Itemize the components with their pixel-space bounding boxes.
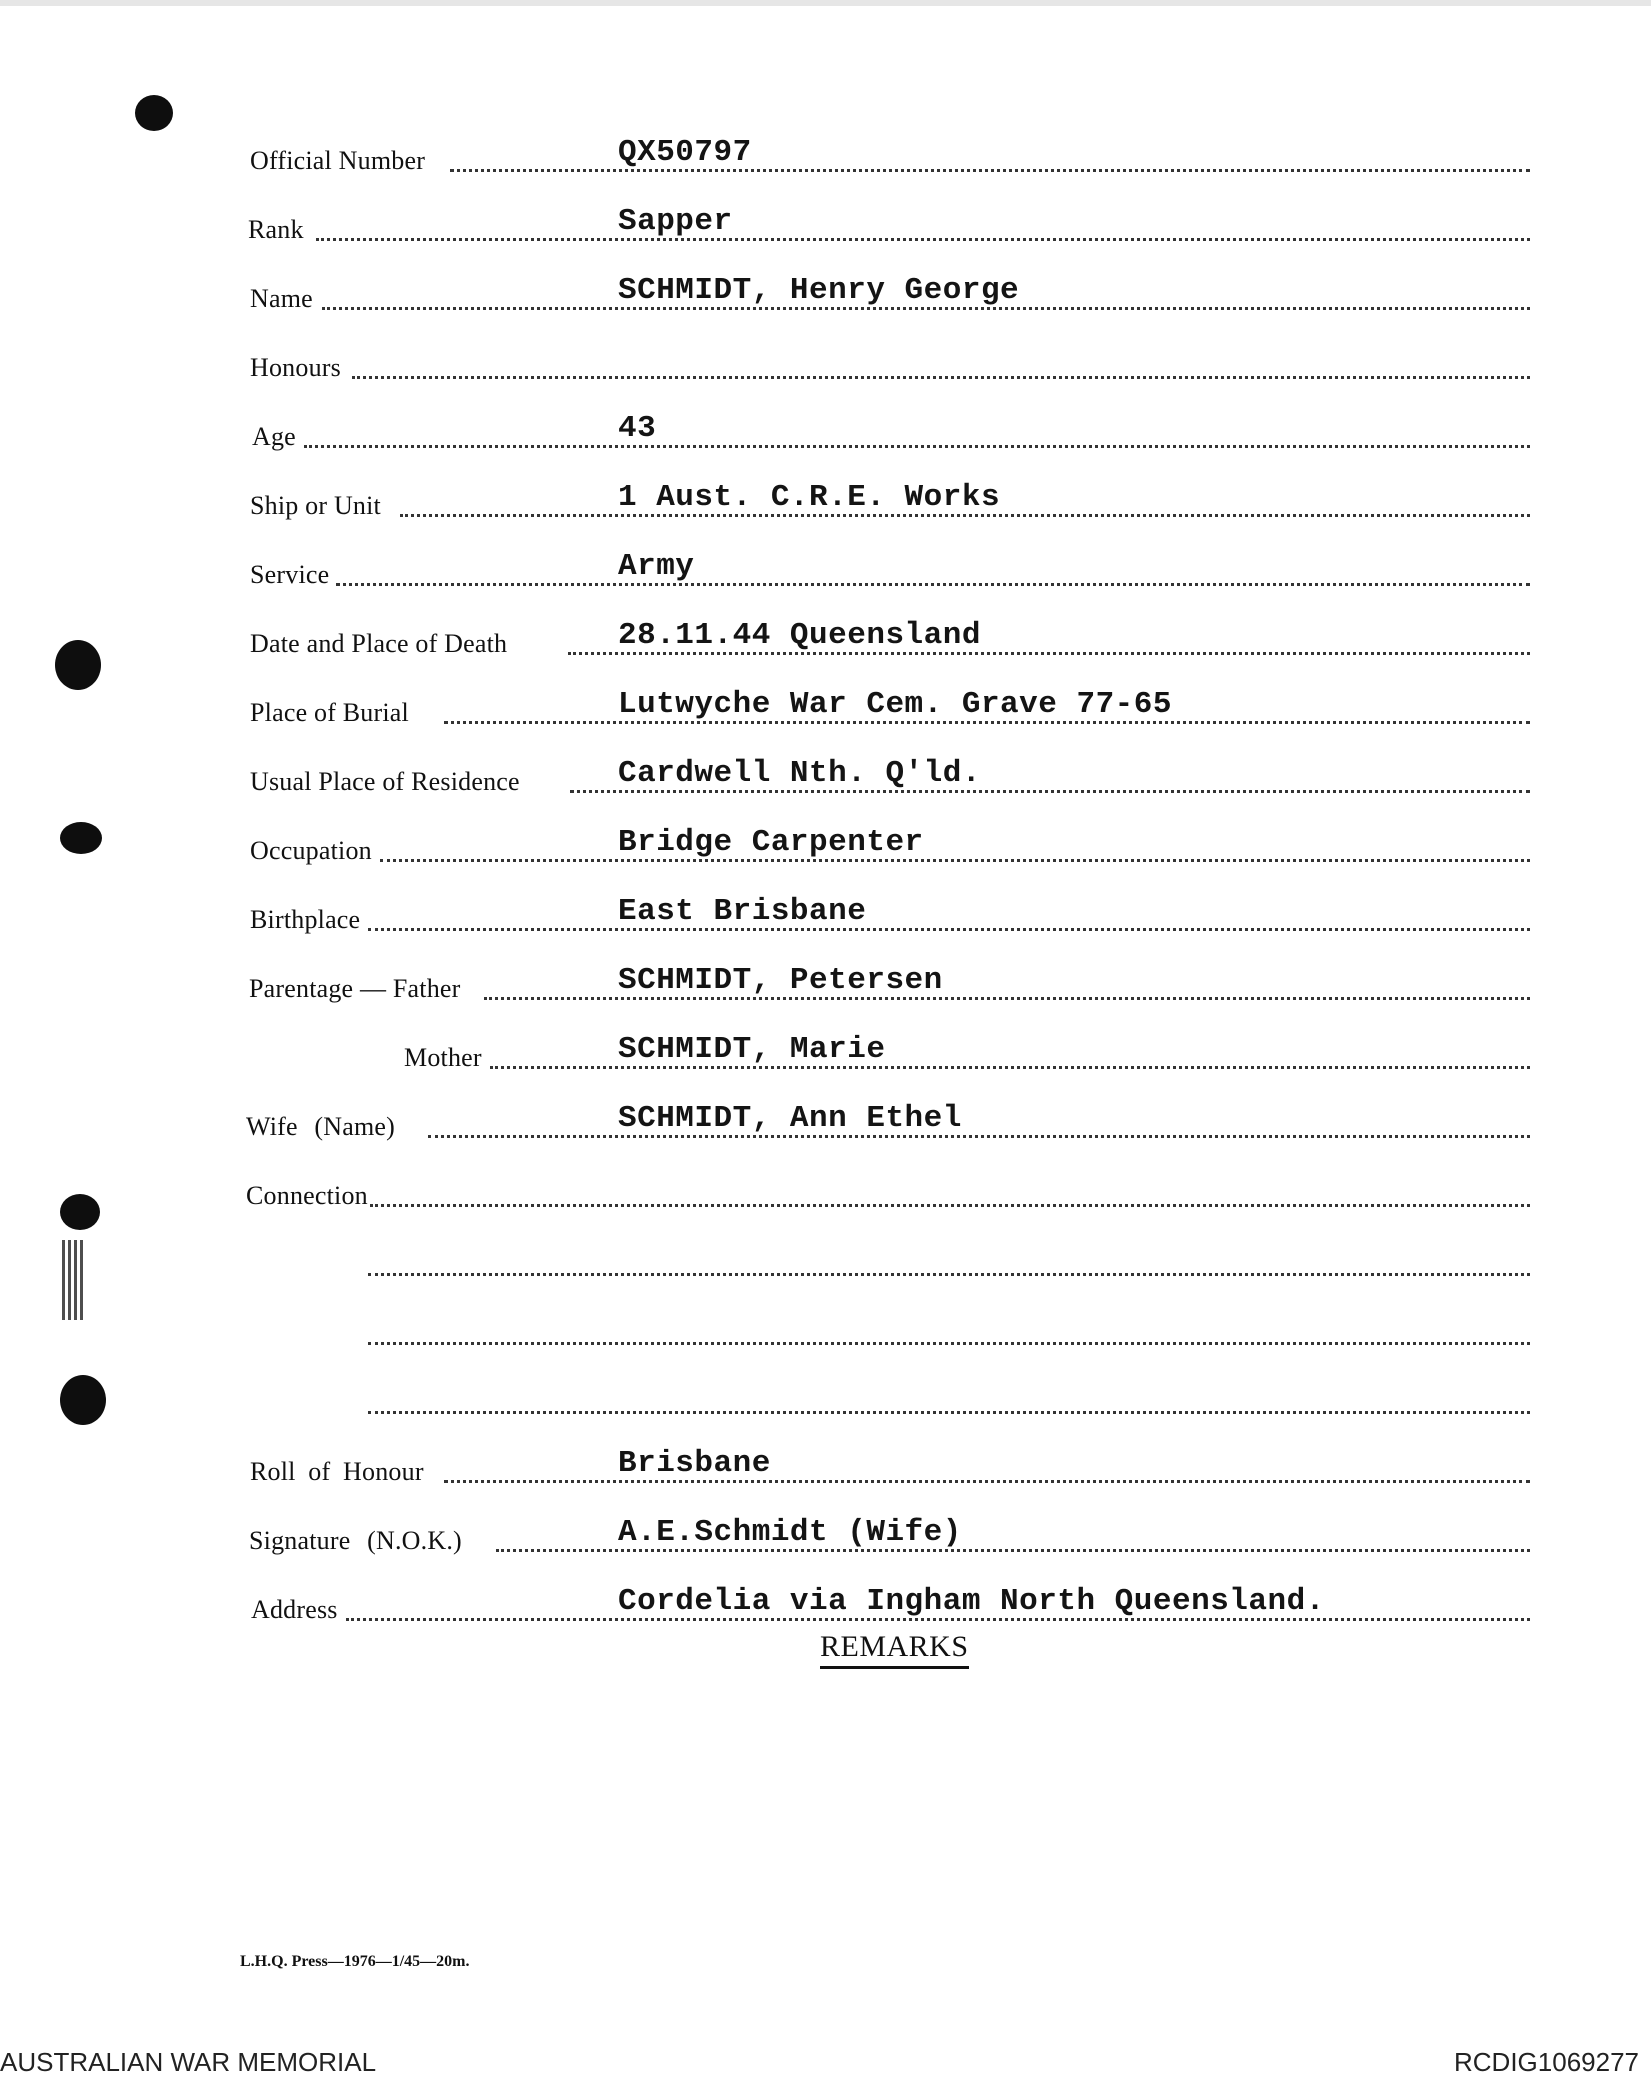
field-value: 1 Aust. C.R.E. Works [618, 480, 1001, 515]
field-label: Date and Place of Death [250, 629, 508, 658]
dotted-leader [444, 1480, 1530, 1483]
field-value: Army [618, 549, 695, 584]
field-value: SCHMIDT, Petersen [618, 963, 943, 998]
field-value: SCHMIDT, Henry George [618, 273, 1020, 308]
field-row-signature [0, 1500, 1651, 1560]
field-value: A.E.Schmidt (Wife) [618, 1515, 962, 1550]
field-label: Wife (Name) [246, 1112, 396, 1141]
field-label: Service [250, 560, 330, 589]
field-row-connection-cont [0, 1362, 1651, 1422]
field-label: Birthplace [250, 905, 361, 934]
field-value: SCHMIDT, Marie [618, 1032, 886, 1067]
field-label: Mother [404, 1043, 482, 1072]
field-value: Lutwyche War Cem. Grave 77-65 [618, 687, 1172, 722]
field-row-name [0, 258, 1651, 318]
field-value: Sapper [618, 204, 733, 239]
field-row-roll-of-honour [0, 1431, 1651, 1491]
field-label: Usual Place of Residence [250, 767, 520, 796]
field-label: Honours [250, 353, 341, 382]
field-row-rank [0, 189, 1651, 249]
field-value: 43 [618, 411, 657, 446]
field-row-birthplace [0, 879, 1651, 939]
field-label: Roll of Honour [250, 1457, 424, 1486]
dotted-leader [370, 1204, 1530, 1207]
field-label: Rank [248, 215, 304, 244]
field-row-service [0, 534, 1651, 594]
field-label: Occupation [250, 836, 372, 865]
field-row-official-number [0, 120, 1651, 180]
field-value: Cordelia via Ingham North Queensland. [618, 1584, 1325, 1619]
remarks-heading: REMARKS [820, 1630, 969, 1669]
field-value: 28.11.44 Queensland [618, 618, 981, 653]
field-label: Official Number [250, 146, 426, 175]
footer-left: AUSTRALIAN WAR MEMORIAL [0, 2047, 377, 2077]
field-row-usual-residence [0, 741, 1651, 801]
dotted-leader [352, 376, 1530, 379]
field-value: SCHMIDT, Ann Ethel [618, 1101, 962, 1136]
dotted-leader [304, 445, 1530, 448]
field-value: Bridge Carpenter [618, 825, 924, 860]
scan-edge [0, 0, 1651, 6]
field-label: Signature (N.O.K.) [249, 1526, 462, 1555]
dotted-leader [368, 928, 1530, 931]
dotted-leader [368, 1273, 1530, 1276]
dotted-leader [428, 1135, 1530, 1138]
field-label: Name [250, 284, 313, 313]
field-row-date-place-death [0, 603, 1651, 663]
dotted-leader [368, 1342, 1530, 1345]
field-value: East Brisbane [618, 894, 867, 929]
field-value: QX50797 [618, 135, 752, 170]
field-row-connection-cont [0, 1224, 1651, 1284]
field-row-connection [0, 1155, 1651, 1215]
field-row-connection-cont [0, 1293, 1651, 1353]
field-row-address [0, 1569, 1651, 1629]
field-value: Cardwell Nth. Q'ld. [618, 756, 981, 791]
dotted-leader [368, 1411, 1530, 1414]
field-row-place-of-burial [0, 672, 1651, 732]
field-label: Connection [246, 1181, 368, 1210]
field-row-wife [0, 1086, 1651, 1146]
field-value: Brisbane [618, 1446, 771, 1481]
print-line: L.H.Q. Press—1976—1/45—20m. [240, 1953, 470, 1970]
field-label: Ship or Unit [250, 491, 381, 520]
field-label: Address [251, 1595, 338, 1624]
dotted-leader [450, 169, 1530, 172]
field-row-occupation [0, 810, 1651, 870]
field-label: Age [252, 422, 296, 451]
field-row-ship-or-unit [0, 465, 1651, 525]
field-row-honours [0, 327, 1651, 387]
dotted-leader [316, 238, 1530, 241]
field-row-mother [0, 1017, 1651, 1077]
field-label: Place of Burial [250, 698, 409, 727]
field-label: Parentage — Father [249, 974, 461, 1003]
field-row-age [0, 396, 1651, 456]
field-row-father [0, 948, 1651, 1008]
dotted-leader [336, 583, 1530, 586]
dotted-leader [380, 859, 1530, 862]
footer-right: RCDIG1069277 [1454, 2047, 1639, 2077]
